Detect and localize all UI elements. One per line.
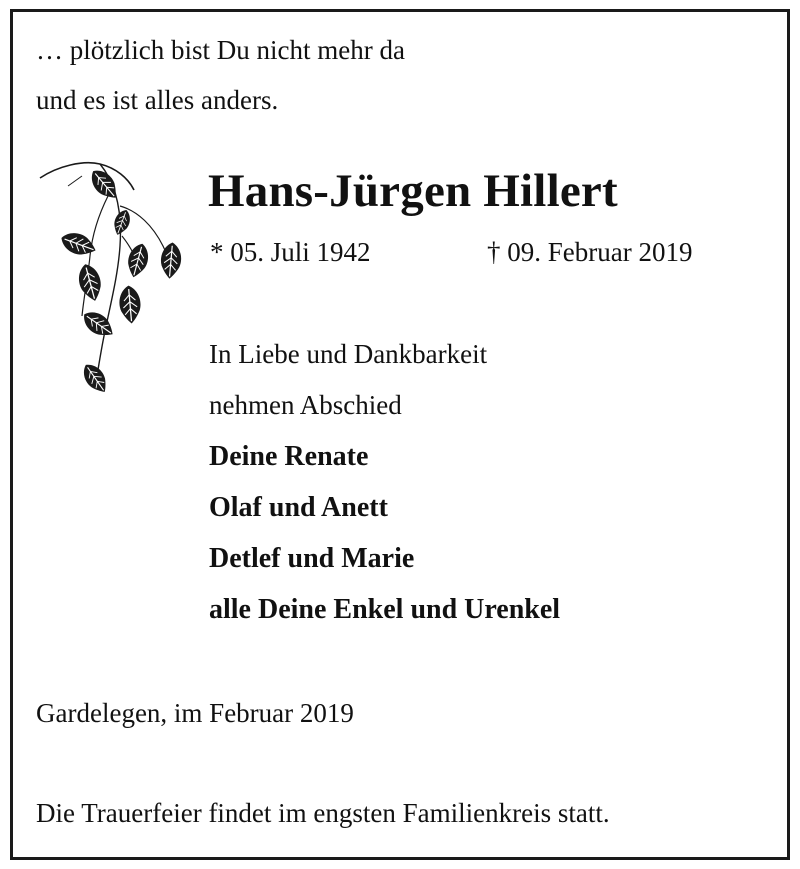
intro-line-1: … plötzlich bist Du nicht mehr da xyxy=(36,35,405,65)
message-line-1: In Liebe und Dankbarkeit xyxy=(209,339,488,369)
birth-date: * 05. Juli 1942 xyxy=(210,237,371,267)
birch-branch-icon xyxy=(38,156,190,400)
intro-line-2: und es ist alles anders. xyxy=(36,85,279,115)
death-date: † 09. Februar 2019 xyxy=(487,237,693,267)
mourner-3: Detlef und Marie xyxy=(209,543,415,574)
funeral-note: Die Trauerfeier findet im engsten Familienkreis statt. xyxy=(36,798,610,828)
notice-border xyxy=(10,9,790,860)
mourner-1: Deine Renate xyxy=(209,441,369,472)
mourner-2: Olaf und Anett xyxy=(209,492,388,523)
deceased-name: Hans-Jürgen Hillert xyxy=(208,165,618,217)
message-line-2: nehmen Abschied xyxy=(209,390,402,420)
mourner-4: alle Deine Enkel und Urenkel xyxy=(209,594,561,625)
place-date: Gardelegen, im Februar 2019 xyxy=(36,698,354,728)
